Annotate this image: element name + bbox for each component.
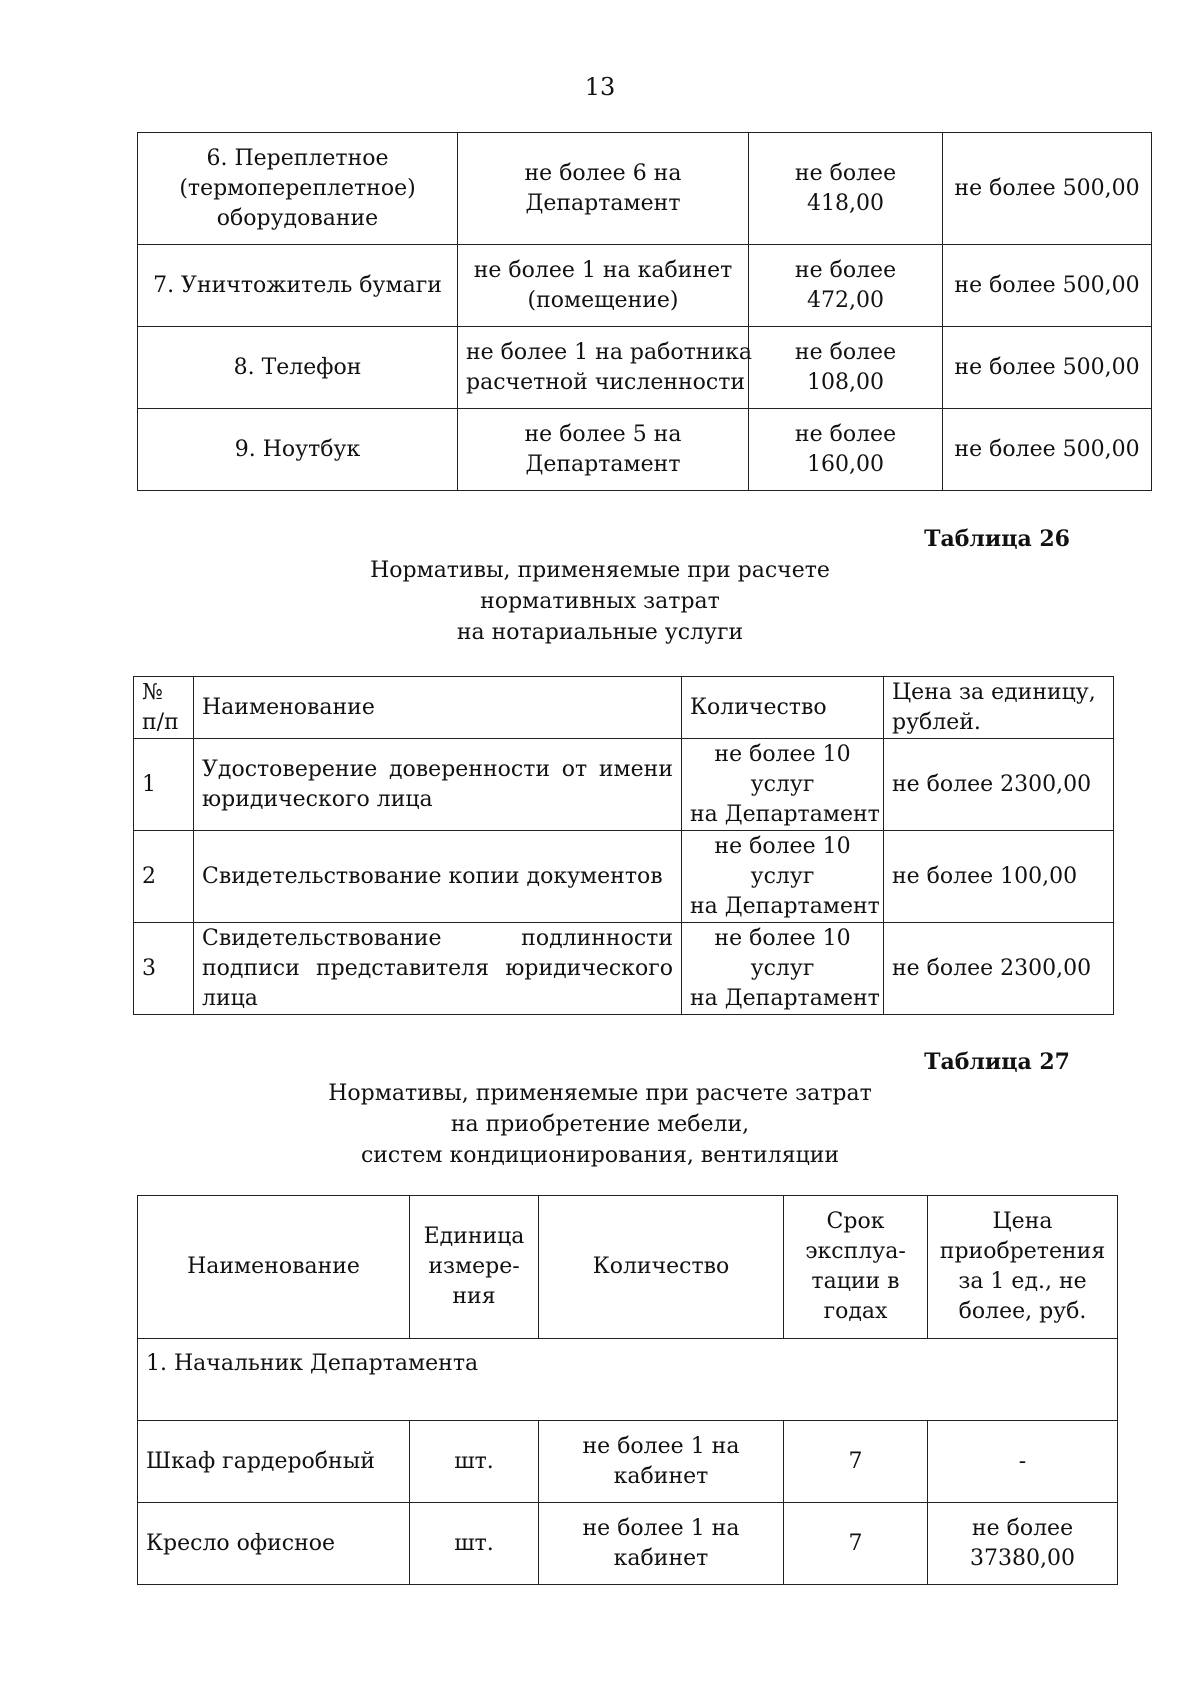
table-26-label: Таблица 26 [924,526,1070,552]
cell-text-line: Департамент [525,190,681,216]
name-cell: Кресло офисное [138,1503,410,1585]
cell-text-line: на Департамент [690,893,880,919]
cell-text-line: расчетной численности [466,369,746,395]
header-name-cell: Наименование [138,1196,410,1339]
name-cell [194,923,682,1015]
header-price-cell: Цена приобретения за 1 ед., не более, руб. [928,1196,1118,1339]
cell-text-line: не более [971,1515,1074,1541]
cell-text-line: подписи представителя юридического [202,955,673,981]
price-cell: не более 160,00 [749,409,943,491]
term-cell: 7 [784,1503,928,1585]
caption-line: систем кондиционирования, вентиляции [360,1143,840,1168]
table-row [138,1421,1118,1503]
cell-text-line: не более 1 на работника [466,339,752,365]
cell-text-line: на Департамент [690,985,880,1011]
quantity-cell [682,923,884,1015]
price-cell: не более 100,00 [884,831,1114,923]
quantity-cell [539,1421,784,1503]
cell-text-line: услуг [750,863,815,889]
table-25-continuation [137,132,1152,491]
cell-text-line: на Департамент [690,801,880,827]
limit-cell: не более 500,00 [943,409,1152,491]
cell-text-line: услуг [750,771,815,797]
cell-text-line: (термопереплетное) [179,175,416,201]
price-cell [928,1503,1118,1585]
table-row [134,831,1114,923]
unit-cell: шт. [410,1421,539,1503]
header-unit-cell: Единица измере- ния [410,1196,539,1339]
table-27-header-row [138,1196,1118,1339]
cell-text-line: не более 5 на [524,421,682,447]
cell-text-line: 9. Ноутбук [234,436,361,462]
name-cell [138,409,458,491]
name-cell [194,831,682,923]
cell-text-line: не более 1 на [582,1433,740,1459]
table-26-header-row [134,677,1114,739]
section-row [138,1339,1118,1421]
caption-line: Нормативы, применяемые при расчете [370,558,830,583]
cell-text-line: 8. Телефон [233,354,362,380]
name-cell [194,739,682,831]
cell-text-line: 37380,00 [970,1545,1075,1571]
header-name-cell: Наименование [194,677,682,739]
cell-text-line: не более 10 [714,925,851,951]
caption-line: на нотариальные услуги [456,620,744,645]
quantity-cell [458,245,749,327]
cell-text-line: не более 1 на [582,1515,740,1541]
cell-text-line: не более 1 на кабинет [473,257,733,283]
cell-text-line: 6. Переплетное [206,145,389,171]
table-row [134,739,1114,831]
cell-text-line: кабинет [613,1545,709,1571]
page-number: 13 [584,73,616,101]
table-27-label: Таблица 27 [924,1049,1070,1075]
price-cell: не более 108,00 [749,327,943,409]
cell-text-line: - [1018,1448,1027,1474]
table-27 [137,1195,1118,1585]
header-price-cell: Цена за единицу, рублей. [884,677,1114,739]
quantity-cell [539,1503,784,1585]
table-row [138,409,1152,491]
header-quantity-cell: Количество [539,1196,784,1339]
name-cell: Шкаф гардеробный [138,1421,410,1503]
cell-text-line: лица [202,985,258,1011]
table-row [134,923,1114,1015]
limit-cell: не более 500,00 [943,133,1152,245]
price-cell: не более 2300,00 [884,923,1114,1015]
cell-text-line: юридического лица [202,786,433,812]
caption-line: Нормативы, применяемые при расчете затрат [328,1081,872,1106]
table-row [138,327,1152,409]
quantity-cell [458,133,749,245]
limit-cell: не более 500,00 [943,327,1152,409]
caption-line: на приобретение мебели, [450,1112,750,1137]
name-cell [138,327,458,409]
section-cell: 1. Начальник Департамента [138,1339,1118,1421]
price-cell [928,1421,1118,1503]
header-term-cell: Срок эксплуа- тации в годах [784,1196,928,1339]
cell-text-line: кабинет [613,1463,709,1489]
quantity-cell [458,409,749,491]
cell-text-line: Свидетельствование подлинности [202,925,673,951]
limit-cell: не более 500,00 [943,245,1152,327]
cell-text-line: Удостоверение доверенности от имени [202,756,673,782]
header-num-cell: № п/п [134,677,194,739]
cell-text-line: (помещение) [527,287,679,313]
table-26 [133,676,1114,1015]
header-quantity-cell: Количество [682,677,884,739]
table-26-caption [0,555,1200,648]
price-cell: не более 2300,00 [884,739,1114,831]
table-27-caption [0,1078,1200,1171]
cell-text-line: Департамент [525,451,681,477]
cell-text-line: Свидетельствование копии документов [202,863,663,889]
cell-text-line: 7. Уничтожитель бумаги [153,272,442,298]
table-row [138,133,1152,245]
cell-text-line: услуг [750,955,815,981]
table-row [138,1503,1118,1585]
num-cell: 2 [134,831,194,923]
cell-text-line: не более 6 на [524,160,682,186]
quantity-cell [458,327,752,409]
num-cell: 3 [134,923,194,1015]
cell-text-line: оборудование [216,205,379,231]
cell-text-line: не более 10 [714,833,851,859]
term-cell: 7 [784,1421,928,1503]
unit-cell: шт. [410,1503,539,1585]
name-cell [138,133,458,245]
price-cell: не более 472,00 [749,245,943,327]
price-cell: не более 418,00 [749,133,943,245]
quantity-cell [682,831,884,923]
name-cell [138,245,458,327]
num-cell: 1 [134,739,194,831]
caption-line: нормативных затрат [480,589,720,614]
quantity-cell [682,739,884,831]
table-row [138,245,1152,327]
cell-text-line: не более 10 [714,741,851,767]
